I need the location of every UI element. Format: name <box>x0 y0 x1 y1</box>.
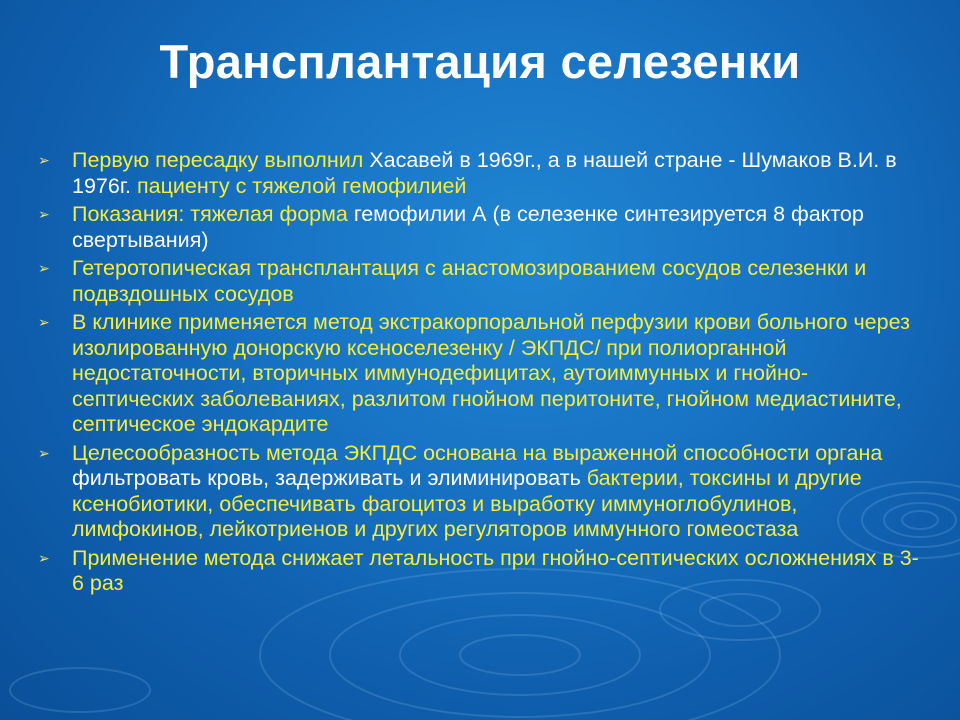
bullet-item <box>38 202 928 253</box>
bullet-text <box>72 256 928 307</box>
bullet-text-segment: Гетеротопическая трансплантация с анастомозированием сосудов селезенки и подвздошных сосудов <box>72 256 867 306</box>
arrow-right-icon: ➢ <box>38 444 50 461</box>
bullet-text-segment: Применение метода снижает летальность при гнойно-септических осложнениях в 3-6 раз <box>72 545 919 595</box>
bullet-text-segment: бактерии, токсины и другие ксенобиотики, обеспечивать фагоцитоз и выработку иммуноглобулинов, лимфокинов, лейкотриенов и других регуляторов иммунного гомеостаза <box>72 466 862 541</box>
bullet-text-segment: Первую пересадку выполнил <box>72 148 370 172</box>
arrow-right-icon: ➢ <box>38 314 50 330</box>
bullet-text-segment: Хасавей в 1969г., а в нашей стране - Шумаков В.И. в 1976г. <box>72 148 897 198</box>
arrow-right-icon: ➢ <box>38 549 50 566</box>
bullet-text <box>72 202 928 253</box>
bullet-item <box>38 310 928 438</box>
bullet-text <box>72 441 928 543</box>
bullet-item <box>38 441 928 543</box>
arrow-right-icon: ➢ <box>38 260 50 276</box>
bullet-item <box>38 148 928 199</box>
slide-title: Трансплантация селезенки <box>159 35 801 88</box>
bullet-text-segment: фильтровать кровь, задерживать и элиминировать <box>72 466 587 490</box>
bullet-text-segment: гемофилии А (в селезенке синтезируется 8 фактор свертывания) <box>72 202 864 252</box>
bullet-item <box>38 546 928 597</box>
bullet-text <box>72 310 928 438</box>
bullet-text-segment: Целесообразность метода ЭКПДС основана на выраженной способности органа <box>72 440 883 465</box>
bullet-text-segment: Показания: тяжелая форма <box>72 202 354 226</box>
arrow-right-icon: ➢ <box>38 152 50 168</box>
bullet-text <box>72 148 928 199</box>
bullet-item <box>38 256 928 307</box>
bullet-text <box>72 546 928 597</box>
bullet-text-segment: пациенту с тяжелой гемофилией <box>137 173 467 198</box>
bullet-list <box>38 148 928 600</box>
bullet-text-segment: В клинике применяется метод экстракорпоральной перфузии крови больного через изолированную донорскую ксеноселезенку / ЭКПДС/ при полиорганной недостаточности, вторичных иммунодефицитах, аутоиммунных и гнойно-септических заболеваниях, разлитом гнойном перитоните, гнойном медиастините, септическое эндокардите <box>72 310 910 436</box>
arrow-right-icon: ➢ <box>38 206 50 222</box>
